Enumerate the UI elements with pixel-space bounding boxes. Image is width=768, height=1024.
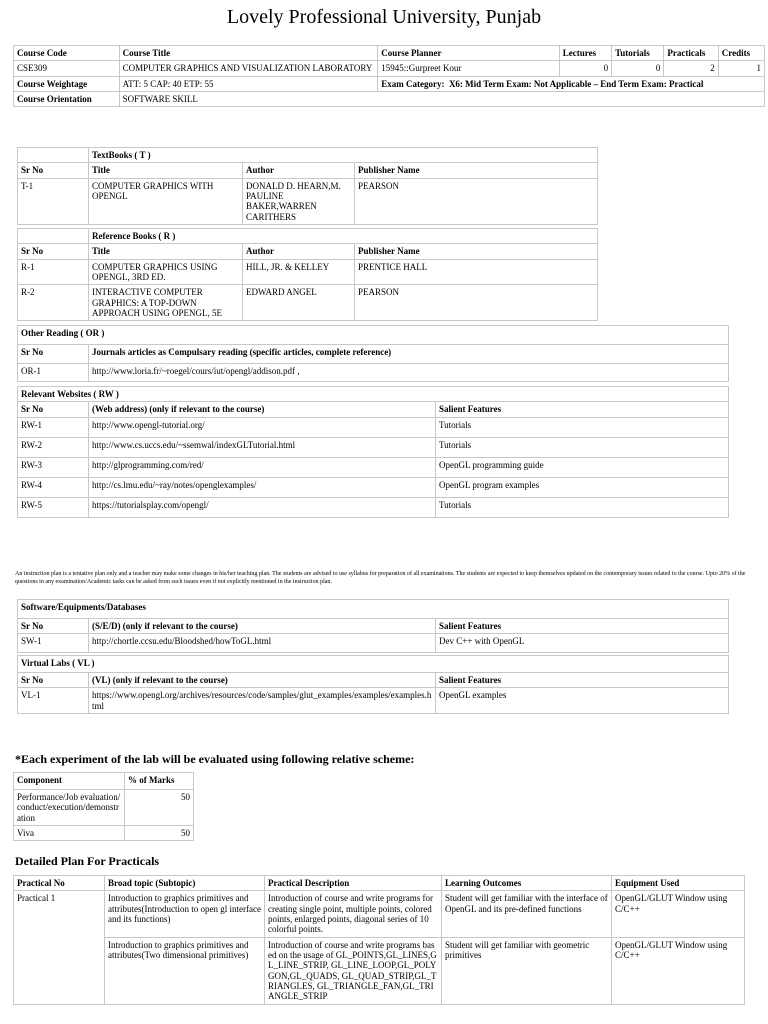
website-link[interactable]: http://www.cs.uccs.edu/~ssemwal/indexGLTutorial.html xyxy=(89,437,436,457)
reading-reference: http://www.loria.fr/~roegel/cours/iut/opengl/addison.pdf , xyxy=(89,364,729,382)
sr-no: R-2 xyxy=(18,285,89,321)
vl-header: (VL) (only if relevant to the course) xyxy=(89,673,436,688)
table-row xyxy=(14,891,745,937)
salient-feature: OpenGL program examples xyxy=(436,477,729,497)
course-planner-header: Course Planner xyxy=(378,46,560,61)
table-row xyxy=(14,937,745,1004)
learning-outcome: Student will get familiar with geometric primitives xyxy=(442,937,612,1004)
marks-header: % of Marks xyxy=(125,773,194,790)
publisher-header: Publisher Name xyxy=(355,163,598,178)
title-header: Title xyxy=(89,163,243,178)
practicals-header: Practicals xyxy=(664,46,718,61)
book-title: INTERACTIVE COMPUTER GRAPHICS: A TOP-DOWN APPROACH USING OPENGL, 5E xyxy=(89,285,243,321)
credits-header: Credits xyxy=(718,46,764,61)
salient-feature: OpenGL programming guide xyxy=(436,457,729,477)
page-title: Lovely Professional University, Punjab xyxy=(226,6,542,28)
table-row xyxy=(18,417,729,437)
sr-no: RW-1 xyxy=(18,417,89,437)
course-title-header: Course Title xyxy=(119,46,378,61)
website-link[interactable]: http://cs.lmu.edu/~ray/notes/openglexamples/ xyxy=(89,477,436,497)
sr-no-header: Sr No xyxy=(18,619,89,634)
salient-feature: Tutorials xyxy=(436,497,729,517)
website-link[interactable]: http://www.opengl-tutorial.org/ xyxy=(89,417,436,437)
sr-no-header: Sr No xyxy=(18,244,89,259)
tutorials-value: 0 xyxy=(612,61,664,76)
practical-no: Practical 1 xyxy=(14,891,105,1004)
sr-no-header: Sr No xyxy=(18,163,89,178)
weightage-header: Course Weightage xyxy=(14,76,120,91)
table-row xyxy=(18,285,598,321)
salient-features-header: Salient Features xyxy=(436,619,729,634)
orientation-header: Course Orientation xyxy=(14,92,120,107)
broad-topic-header: Broad topic (Subtopic) xyxy=(105,876,265,891)
book-author: EDWARD ANGEL xyxy=(243,285,355,321)
book-author: DONALD D. HEARN,M. PAULINE BAKER,WARREN CARITHERS xyxy=(243,178,355,224)
learning-outcome: Student will get familiar with the interface of OpenGL and its pre-defined functions xyxy=(442,891,612,937)
component: Viva xyxy=(14,826,125,841)
evaluation-heading: *Each experiment of the lab will be evaluated using following relative scheme: xyxy=(15,752,415,766)
learning-outcomes-header: Learning Outcomes xyxy=(442,876,612,891)
virtual-lab-link[interactable]: https://www.opengl.org/archives/resources/code/samples/glut_examples/examples/examples.html xyxy=(89,688,436,714)
equipment: OpenGL/GLUT Window using C/C++ xyxy=(612,937,745,1004)
practicals-table xyxy=(13,875,745,1005)
web-address-header: (Web address) (only if relevant to the course) xyxy=(89,402,436,417)
book-publisher: PRENTICE HALL xyxy=(355,259,598,285)
credits-value: 1 xyxy=(718,61,764,76)
marks: 50 xyxy=(125,826,194,841)
book-title: COMPUTER GRAPHICS USING OPENGL, 3RD ED. xyxy=(89,259,243,285)
sr-no: R-1 xyxy=(18,259,89,285)
sr-no-header: Sr No xyxy=(18,402,89,417)
course-info-table xyxy=(13,45,765,107)
table-row xyxy=(18,437,729,457)
sr-no: SW-1 xyxy=(18,634,89,653)
exam-category xyxy=(378,76,765,91)
tutorials-header: Tutorials xyxy=(612,46,664,61)
table-row xyxy=(18,259,598,285)
exam-category-value: X6: Mid Term Exam: Not Applicable – End Term Exam: Practical xyxy=(448,78,704,89)
broad-topic: Introduction to graphics primitives and attributes(Two dimensional primitives) xyxy=(105,937,265,1004)
table-row xyxy=(18,457,729,477)
author-header: Author xyxy=(243,244,355,259)
course-planner: 15945::Gurpreet Kour xyxy=(378,61,560,76)
orientation-value: SOFTWARE SKILL xyxy=(119,92,764,107)
salient-feature: Tutorials xyxy=(436,437,729,457)
lectures-header: Lectures xyxy=(559,46,611,61)
evaluation-table xyxy=(13,772,194,841)
book-author: HILL, JR. & KELLEY xyxy=(243,259,355,285)
salient-feature: Dev C++ with OpenGL xyxy=(436,634,729,653)
sr-no: RW-5 xyxy=(18,497,89,517)
table-row xyxy=(18,688,729,714)
table-row xyxy=(18,497,729,517)
table-row xyxy=(18,477,729,497)
sr-no-header: Sr No xyxy=(18,345,89,364)
equipment-header: Equipment Used xyxy=(612,876,745,891)
sr-no: RW-2 xyxy=(18,437,89,457)
reference-caption: Reference Books ( R ) xyxy=(89,229,598,244)
table-row xyxy=(18,364,729,382)
website-link[interactable]: https://tutorialsplay.com/opengl/ xyxy=(89,497,436,517)
exam-category-label: Exam Category: xyxy=(381,78,445,89)
software-caption: Software/Equipments/Databases xyxy=(18,600,729,619)
reference-books-table xyxy=(17,228,598,321)
broad-topic: Introduction to graphics primitives and attributes(Introduction to open gl interface and its functions) xyxy=(105,891,265,937)
author-header: Author xyxy=(243,163,355,178)
sr-no: T-1 xyxy=(18,178,89,224)
instruction-plan-notice: An instruction plan is a tentative plan only and a teacher may make some changes in his/her teaching plan. The students are advised to use syllabus for preparation of all examinations. The students are expected to keep themselves updated on the contemporary issues related to the course. Upto 20% of the questions in any examination/Academic tasks can be asked from such issues even if not explicitly mentioned in the instruction plan. xyxy=(15,571,746,585)
table-row xyxy=(18,178,598,224)
weightage-value: ATT: 5 CAP: 40 ETP: 55 xyxy=(119,76,378,91)
table-row xyxy=(14,790,194,826)
practical-description: Introduction of course and write programs based on the usage of GL_POINTS,GL_LINES,GL_LINE_STRIP, GL_LINE_LOOP,GL_POLYGON,GL_QUADS, GL_QUAD_STRIP,GL_TRIANGLES, GL_TRIANGLE_FAN,GL_TRIANGLE_STRIP xyxy=(265,937,442,1004)
virtual-labs-caption: Virtual Labs ( VL ) xyxy=(18,656,729,673)
software-link[interactable]: http://chortle.ccsu.edu/Bloodshed/howToGL.html xyxy=(89,634,436,653)
salient-features-header: Salient Features xyxy=(436,402,729,417)
relevant-websites-table xyxy=(17,386,729,518)
course-title: COMPUTER GRAPHICS AND VISUALIZATION LABORATORY xyxy=(119,61,378,76)
publisher-header: Publisher Name xyxy=(355,244,598,259)
practicals-heading: Detailed Plan For Practicals xyxy=(15,854,160,868)
table-row xyxy=(14,826,194,841)
practical-description-header: Practical Description xyxy=(265,876,442,891)
book-title: COMPUTER GRAPHICS WITH OPENGL xyxy=(89,178,243,224)
sed-header: (S/E/D) (only if relevant to the course) xyxy=(89,619,436,634)
sr-no: VL-1 xyxy=(18,688,89,714)
journals-header: Journals articles as Compulsary reading (specific articles, complete reference) xyxy=(89,345,729,364)
software-table xyxy=(17,599,729,653)
component-header: Component xyxy=(14,773,125,790)
textbooks-table xyxy=(17,147,598,225)
practical-no-header: Practical No xyxy=(14,876,105,891)
lectures-value: 0 xyxy=(559,61,611,76)
title-header: Title xyxy=(89,244,243,259)
equipment: OpenGL/GLUT Window using C/C++ xyxy=(612,891,745,937)
sr-no: RW-3 xyxy=(18,457,89,477)
virtual-labs-table xyxy=(17,655,729,714)
salient-feature: Tutorials xyxy=(436,417,729,437)
sr-no: RW-4 xyxy=(18,477,89,497)
marks: 50 xyxy=(125,790,194,826)
textbooks-caption: TextBooks ( T ) xyxy=(89,148,598,163)
book-publisher: PEARSON xyxy=(355,178,598,224)
course-code: CSE309 xyxy=(14,61,120,76)
sr-no: OR-1 xyxy=(18,364,89,382)
other-reading-caption: Other Reading ( OR ) xyxy=(18,326,729,345)
practical-description: Introduction of course and write programs for creating single point, multiple points, colored points, enlarged points, diagonal series of 10 colorful points. xyxy=(265,891,442,937)
salient-feature: OpenGL examples xyxy=(436,688,729,714)
sr-no-header: Sr No xyxy=(18,673,89,688)
website-link[interactable]: http://glprogramming.com/red/ xyxy=(89,457,436,477)
component: Performance/Job evaluation/conduct/execution/demonstration xyxy=(14,790,125,826)
course-code-header: Course Code xyxy=(14,46,120,61)
practicals-value: 2 xyxy=(664,61,718,76)
book-publisher: PEARSON xyxy=(355,285,598,321)
salient-features-header: Salient Features xyxy=(436,673,729,688)
websites-caption: Relevant Websites ( RW ) xyxy=(18,387,729,402)
other-reading-table xyxy=(17,325,729,382)
table-row xyxy=(18,634,729,653)
